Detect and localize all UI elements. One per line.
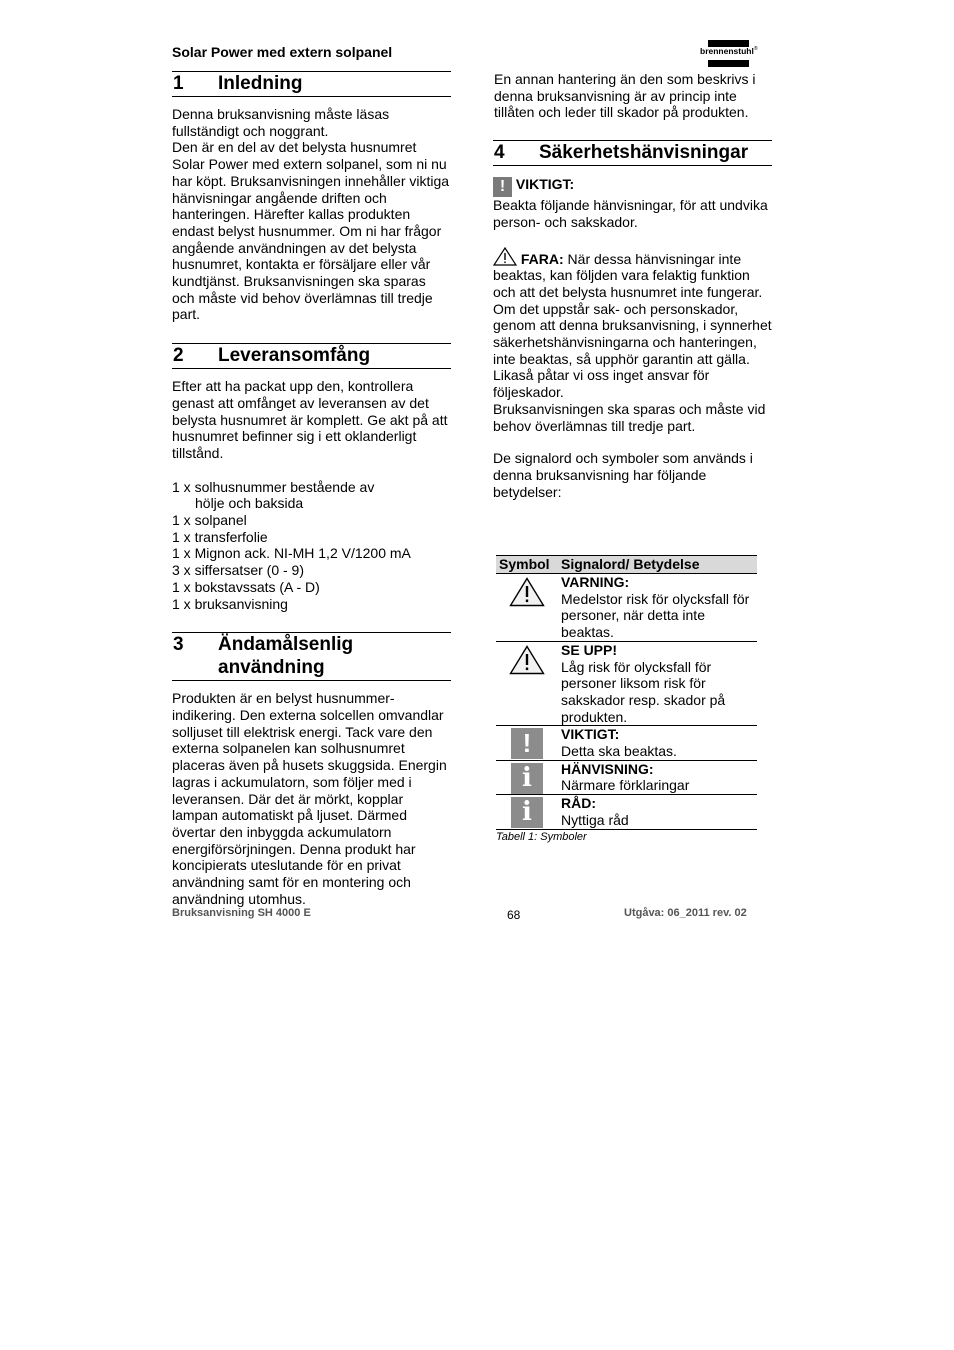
section-1-number: 1	[173, 73, 184, 94]
signal-meaning: Nyttiga råd	[561, 811, 629, 828]
section-4-paragraph-2: Om det uppstår sak- och personskador, genom att denna bruksanvisning, i synnerhet säkerhetshänvisningarna och hanteringen, inte beaktas, så upphör garantin att gälla.	[493, 300, 772, 367]
footer-manual-id: Bruksanvisning SH 4000 E	[172, 907, 311, 919]
section-1-title: Inledning	[218, 73, 303, 94]
info-icon: i	[511, 763, 543, 794]
signal-meaning: Närmare förklaringar	[561, 777, 690, 794]
table-row	[496, 726, 757, 760]
brennenstuhl-logo	[700, 40, 772, 68]
signal-meaning: Detta ska beaktas.	[561, 743, 677, 760]
list-item: hölje och baksida	[195, 495, 304, 512]
section-4-title: Säkerhetshänvisningar	[539, 142, 749, 164]
section-2-heading	[172, 343, 451, 369]
danger-label: FARA:	[520, 250, 564, 267]
important-note	[493, 176, 773, 197]
footer-edition: Utgåva: 06_2011 rev. 02	[624, 907, 747, 919]
list-item: 1 x bruksanvisning	[172, 595, 288, 612]
right-intro-paragraph: En annan hantering än den som beskrivs i denna bruksanvisning är av princip inte tillåten och leder till skador på produkten.	[494, 71, 756, 121]
delivery-list	[172, 479, 452, 613]
signal-word: HÄNVISNING:	[561, 760, 654, 777]
signal-word: RÅD:	[561, 795, 596, 812]
warning-triangle-icon	[493, 247, 517, 266]
signal-word: VIKTIGT:	[561, 726, 620, 743]
info-icon: i	[511, 797, 543, 828]
list-item: 1 x solpanel	[172, 512, 247, 529]
important-text: Beakta följande hänvisningar, för att undvika person- och sakskador.	[493, 197, 768, 230]
signal-word: VARNING:	[561, 574, 630, 590]
section-3-heading	[172, 632, 451, 681]
section-4-heading	[493, 140, 772, 166]
left-column	[172, 71, 452, 907]
section-2-title: Leveransomfång	[218, 345, 371, 367]
section-3-paragraph: Produkten är en belyst husnummer-indikering. Den externa solcellen omvandlar solljuset till elektrisk energi. Tack vare den externa solpanelen kan solhusnumret placeras även på husets skuggsida. Energin lagras i ackumulatorn, som följer med i leveransen. Där det är mörkt, kopplar lampan automatiskt på ljuset. Därmed övertar den inbyggda ackumulatorn energiförsörjningen. Denna produkt har koncipierats uteslutande för en privat användning samt för en montering och användning utomhus.	[172, 690, 447, 907]
signal-meaning: Medelstor risk för olycksfall för personer, när detta inte beaktas.	[561, 590, 750, 641]
section-4-paragraph-4: Bruksanvisningen ska sparas och måste vid behov överlämnas till tredje part.	[493, 400, 766, 434]
logo-wordmark: brennenstuhl®	[700, 46, 758, 56]
symbol-table	[496, 555, 757, 830]
warning-triangle-icon	[509, 577, 545, 607]
page-number: 68	[507, 908, 521, 922]
document-title: Solar Power med extern solpanel	[172, 44, 393, 60]
section-2-number: 2	[173, 345, 184, 367]
exclamation-icon: !	[493, 177, 512, 197]
list-item: 3 x siffersatser (0 - 9)	[172, 562, 305, 579]
section-4-number: 4	[494, 142, 505, 164]
danger-text: När dessa hänvisningar inte beaktas, kan följden vara felaktig funktion och att det belysta husnumret inte fungerar.	[493, 250, 763, 300]
list-item: 1 x solhusnummer bestående av	[172, 478, 375, 495]
danger-note	[493, 247, 773, 301]
table-row	[496, 760, 757, 794]
section-1-heading	[172, 71, 451, 97]
signal-meaning: Låg risk för olycksfall för personer liksom risk för sakskador resp. skador på produkten.	[561, 658, 726, 725]
section-2-intro: Efter att ha packat upp den, kontrollera genast att omfånget av leveransen av det belysta husnumret är komplett. Ge akt på att husnumret befinner sig i ett oklanderligt tillstånd.	[172, 378, 448, 461]
section-3-number: 3	[173, 634, 184, 656]
column-header-meaning: Signalord/ Betydelse	[558, 556, 757, 574]
section-4-paragraph-3: Likaså påtar vi oss inget ansvar för följeskador.	[493, 367, 710, 401]
list-item: 1 x transferfolie	[172, 528, 268, 545]
section-1-paragraph-1: Denna bruksanvisning måste läsas fullständigt och noggrant.	[172, 106, 390, 139]
warning-triangle-icon	[509, 645, 545, 675]
table-row	[496, 641, 757, 726]
list-item: 1 x bokstavssats (A - D)	[172, 578, 320, 595]
section-3-title: Ändamålsenlig användning	[218, 634, 354, 679]
table-caption: Tabell 1: Symboler	[496, 831, 587, 843]
section-4-paragraph-5: De signalord och symboler som används i denna bruksanvisning har följande betydelser:	[493, 450, 753, 500]
list-item: 1 x Mignon ack. NI-MH 1,2 V/1200 mA	[172, 545, 411, 562]
right-column	[493, 71, 773, 500]
section-1-paragraph-2: Den är en del av det belysta husnumret Solar Power med extern solpanel, som ni nu har köpt. Bruksanvisningen innehåller viktiga hänvisningar angående driften och hanteringen. Härefter kallas produkten endast belyst husnummer. Om ni har frågor angående användningen av det belysta husnumret, kontakta er försäljare eller vår kundtjänst. Bruksanvisningen ska sparas och måste vid behov överlämnas till tredje part.	[172, 139, 450, 323]
important-label: VIKTIGT:	[515, 176, 575, 193]
table-row	[496, 574, 757, 642]
table-row	[496, 795, 757, 829]
table-header-row	[496, 556, 757, 574]
exclamation-icon: !	[511, 728, 543, 759]
column-header-symbol: Symbol	[496, 556, 558, 574]
logo-bar-bottom	[708, 60, 749, 67]
signal-word: SE UPP!	[561, 641, 618, 658]
